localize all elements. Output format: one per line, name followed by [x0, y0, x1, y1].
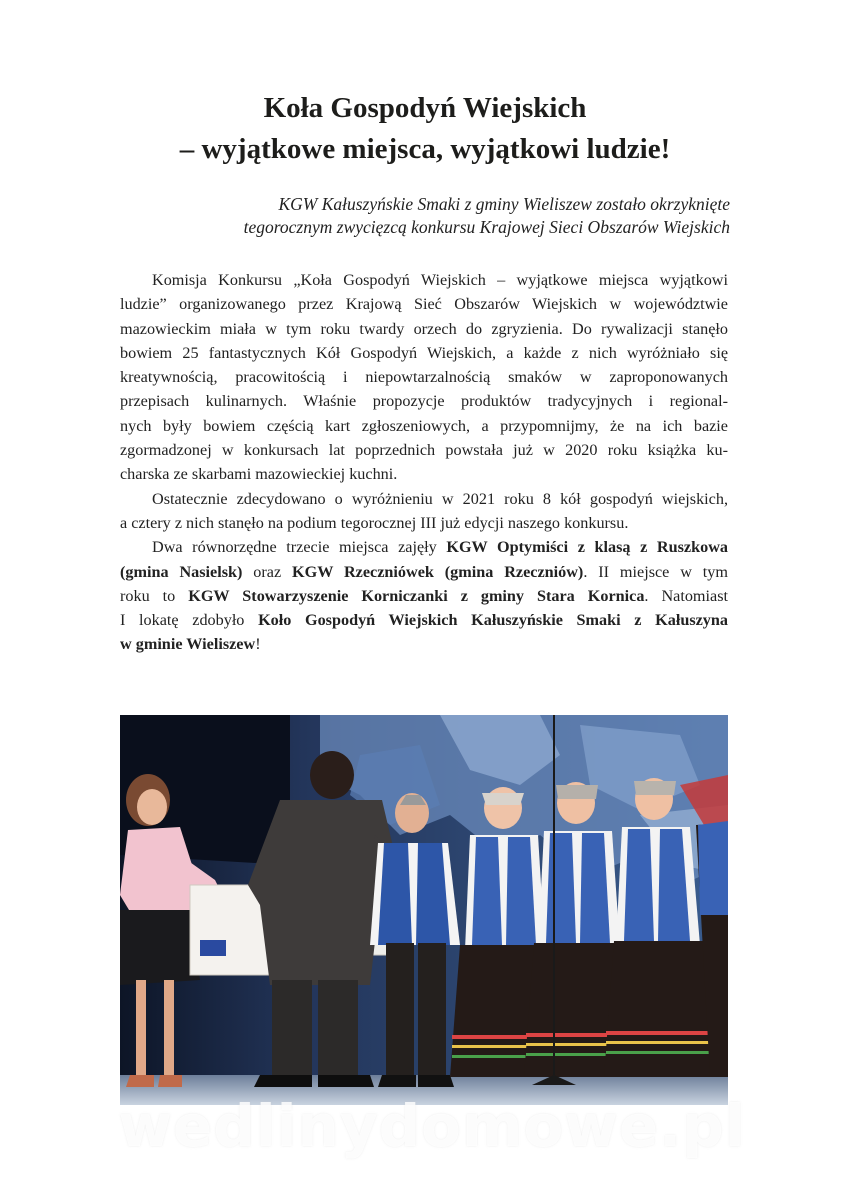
watermark-text: wedlinydomowe.pl [118, 1092, 746, 1160]
text-run: ! [255, 635, 261, 654]
article-body [120, 268, 728, 657]
award-ceremony-photo [120, 715, 728, 1105]
bold-run: (gmina Nasielsk) [120, 562, 243, 581]
text-line: Ostatecznie zdecydowano o wyróżnieniu w 2021 roku 8 kół gospodyń wiejskich, [152, 489, 728, 508]
text-run: . Natomiast [644, 586, 728, 605]
article-subtitle [150, 193, 730, 239]
text-line: przepisach kulinarnych. Właśnie propozycje produktów tradycyjnych i regional- [120, 392, 728, 411]
text-line: charska ze skarbami mazowieckiej kuchni. [120, 465, 398, 484]
subtitle-line-2: tegorocznym zwycięzcą konkursu Krajowej Sieci Obszarów Wiejskich [243, 217, 730, 237]
text-line [120, 608, 728, 632]
bold-run: KGW Rzeczniówek (gmina Rzeczniów) [292, 562, 584, 581]
text-line: kreatywnością, pracowitością i niepowtarzalnością smaków w zaproponowanych [120, 368, 728, 387]
text-run: Dwa równorzędne trzecie miejsca zajęły [152, 538, 447, 557]
text-line: zgormadzonej w konkursach lat poprzednich powstała już w 2020 roku książka ku- [120, 441, 728, 460]
bold-run: KGW Optymiści z klasą z Ruszkowa [446, 538, 728, 557]
text-run: I lokatę zdobyło [120, 611, 259, 630]
text-line: mazowieckim miała w tym roku twardy orzech do zgryzienia. Do rywalizacji stanęło [120, 319, 728, 338]
text-line: a cztery z nich stanęło na podium tegorocznej III już edycji naszego konkursu. [120, 513, 629, 532]
bold-run: KGW Stowarzyszenie Korniczanki z gminy Stara Kornica [188, 586, 645, 605]
article-title [120, 88, 730, 170]
title-line-1: Koła Gospodyń Wiejskich [263, 92, 587, 124]
text-line: ludzie” organizowanego przez Krajową Sieć Obszarów Wiejskich w województwie [120, 295, 728, 314]
subtitle-line-1: KGW Kałuszyńskie Smaki z gminy Wieliszew zostało okrzyknięte [278, 194, 730, 214]
bold-run: Koło Gospodyń Wiejskich Kałuszyńskie Smaki z Kałuszyna [258, 611, 728, 630]
paragraph-1 [120, 268, 728, 487]
text-line: nych były bowiem częścią kart zgłoszeniowych, a przypomnijmy, że na ich bazie [120, 416, 728, 435]
title-line-2: – wyjątkowe miejsca, wyjątkowi ludzie! [179, 133, 671, 165]
text-line [120, 584, 728, 608]
text-line [120, 632, 728, 656]
text-run: oraz [242, 562, 293, 581]
text-line [120, 535, 728, 559]
bold-run: w gminie Wieliszew [120, 635, 256, 654]
text-run: roku to [120, 586, 189, 605]
text-line [120, 560, 728, 584]
text-run: . II miejsce w tym [583, 562, 728, 581]
paragraph-3 [120, 535, 728, 656]
paragraph-2 [120, 487, 728, 536]
text-line: Komisja Konkursu „Koła Gospodyń Wiejskich – wyjątkowe miejsca wyjątkowi [152, 271, 728, 289]
text-line: bowiem 25 fantastycznych Kół Gospodyń Wiejskich, a każde z nich wyróżniało się [120, 343, 728, 362]
